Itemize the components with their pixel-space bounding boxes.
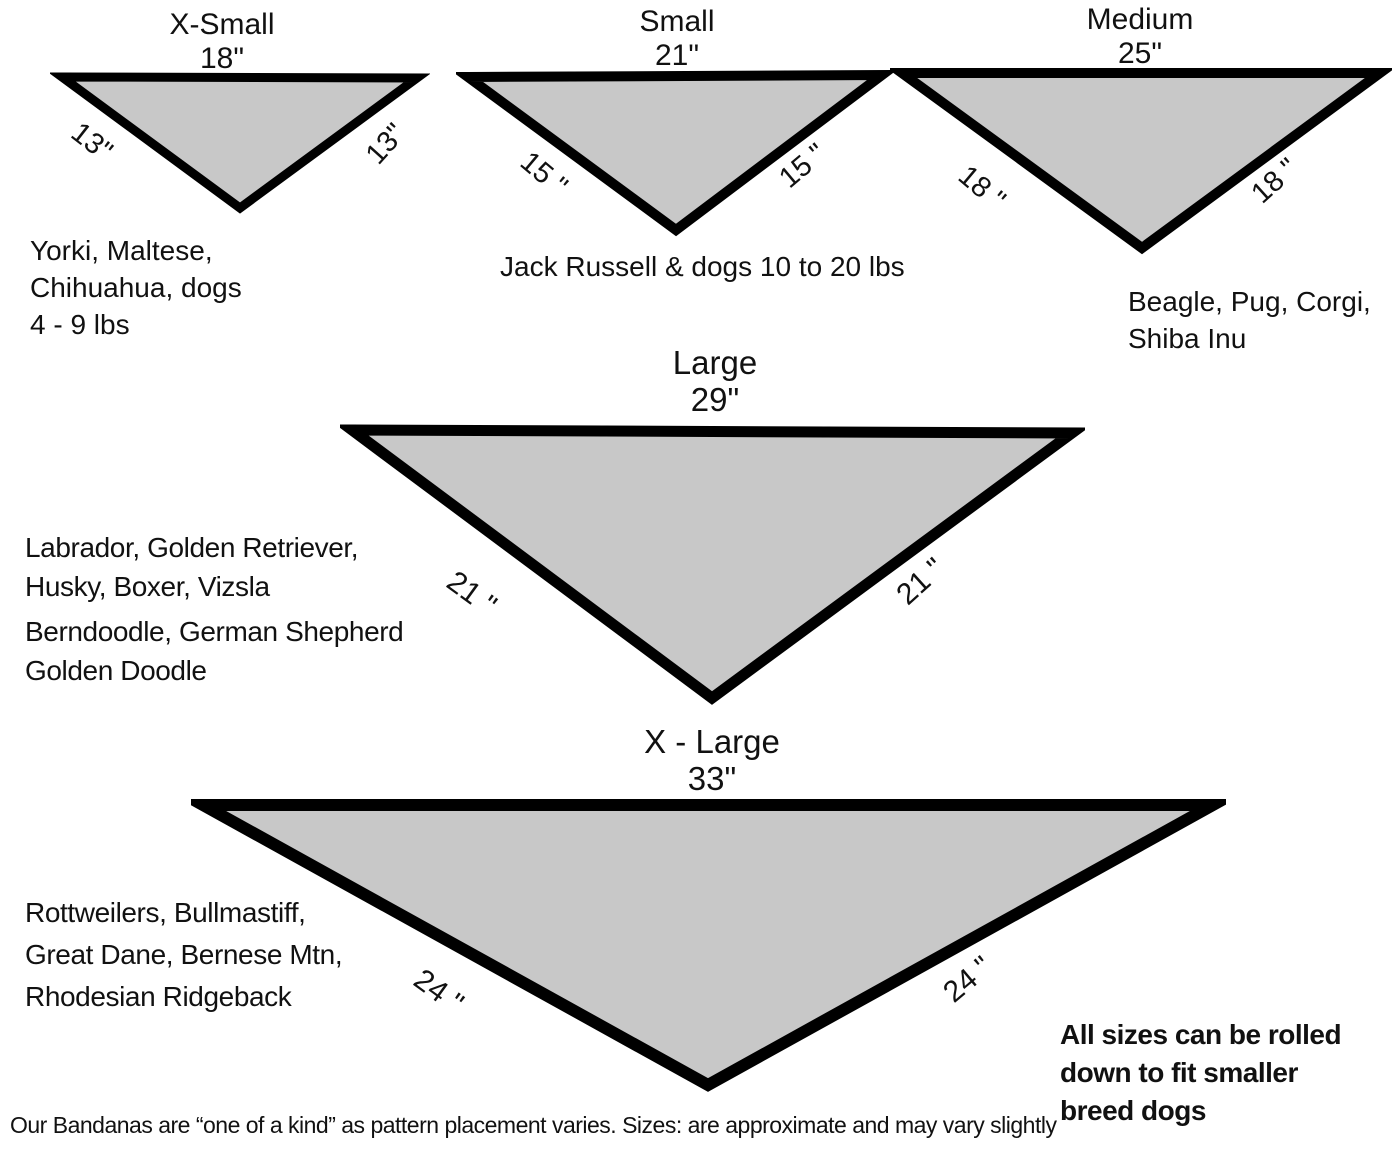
side-label-right-medium: 18 " — [1245, 152, 1305, 210]
breed-line: 4 - 9 lbs — [30, 309, 130, 340]
size-title-large — [615, 344, 815, 418]
size-name-xlarge: X - Large — [644, 723, 780, 760]
breeds-xlarge — [25, 892, 342, 1018]
breed-line: Great Dane, Bernese Mtn, — [25, 939, 343, 970]
breed-line: Shiba Inu — [1128, 323, 1247, 354]
breed-line: Husky, Boxer, Vizsla — [25, 571, 270, 602]
side-label-right-xlarge: 24 " — [937, 950, 999, 1010]
size-width-xlarge: 33" — [687, 760, 737, 797]
breeds-xsmall — [30, 232, 242, 343]
size-width-medium: 25" — [1117, 37, 1163, 70]
bandana-triangle-large — [340, 418, 1085, 711]
note-line: All sizes can be rolled — [1060, 1019, 1342, 1050]
breed-line: Rottweilers, Bullmastiff, — [25, 897, 306, 928]
disclaimer-text: Our Bandanas are “one of a kind” as pattern placement varies. Sizes: are approximate and may vary slightly — [10, 1112, 1057, 1138]
size-name-large: Large — [672, 344, 758, 381]
breed-line: Golden Doodle — [25, 655, 207, 686]
breed-line: Beagle, Pug, Corgi, — [1128, 286, 1371, 317]
rolled-down-note — [1060, 1016, 1341, 1130]
note-line: breed dogs — [1060, 1095, 1206, 1126]
breeds-small — [500, 248, 905, 285]
side-label-left-large: 21 " — [440, 564, 503, 623]
side-label-left-medium: 18 " — [951, 159, 1012, 217]
size-title-xlarge — [612, 723, 812, 797]
side-label-right-xsmall: 13" — [359, 117, 413, 171]
breeds-large — [25, 528, 403, 690]
size-width-large: 29" — [690, 381, 740, 418]
side-label-left-xlarge: 24 " — [407, 962, 470, 1021]
side-label-left-small: 15 " — [513, 145, 574, 203]
breed-line: Yorki, Maltese, — [30, 235, 213, 266]
breed-line: Jack Russell & dogs 10 to 20 lbs — [500, 251, 905, 282]
breed-line: Chihuahua, dogs — [30, 272, 242, 303]
breed-line: Rhodesian Ridgeback — [25, 981, 292, 1012]
size-width-small: 21" — [654, 39, 700, 72]
bandana-triangle-small — [456, 63, 896, 243]
bandana-triangle-medium — [890, 61, 1392, 261]
side-label-right-large: 21 " — [890, 551, 952, 612]
size-width-xsmall: 18" — [199, 42, 245, 75]
size-name-xsmall: X-Small — [169, 8, 275, 41]
side-label-left-xsmall: 13" — [64, 116, 119, 168]
breed-line: Berndoodle, German Shepherd — [25, 616, 404, 647]
size-name-medium: Medium — [1086, 3, 1194, 36]
breeds-medium — [1128, 283, 1371, 357]
size-name-small: Small — [639, 5, 715, 38]
note-line: down to fit smaller — [1060, 1057, 1298, 1088]
side-label-right-small: 15 " — [773, 137, 833, 195]
breed-line: Labrador, Golden Retriever, — [25, 532, 359, 563]
